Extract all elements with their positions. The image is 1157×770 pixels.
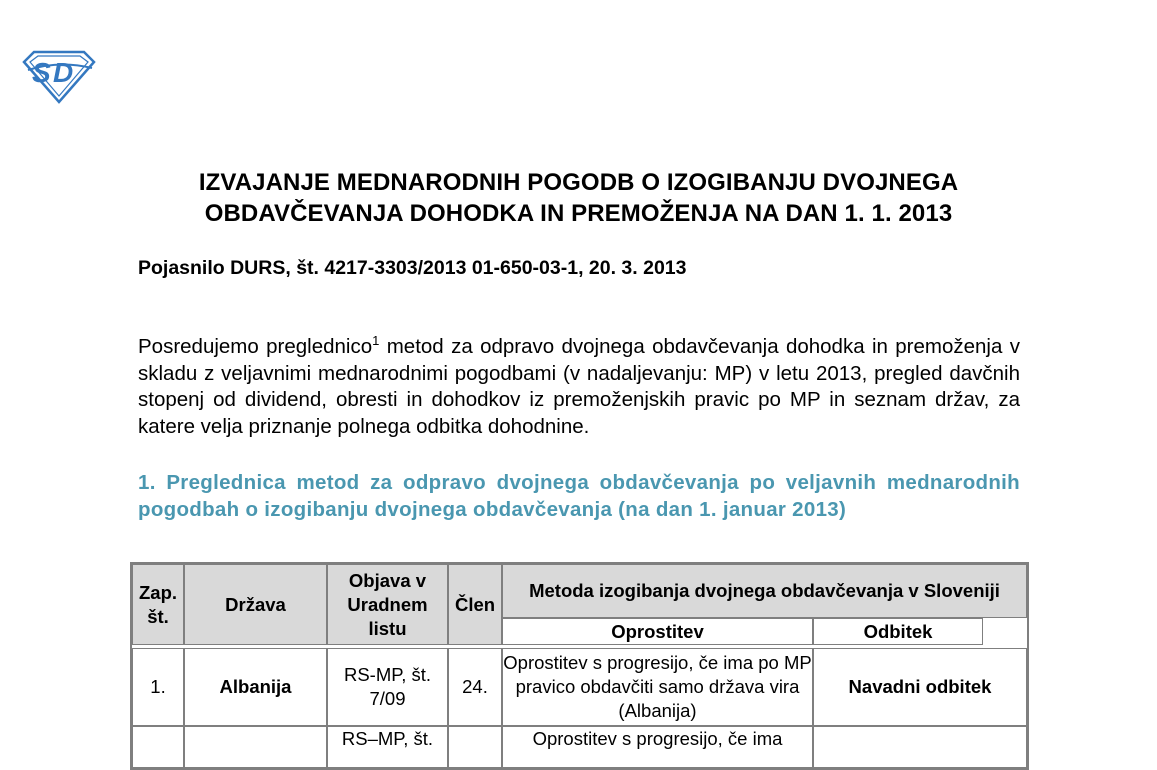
table-row <box>132 726 1027 768</box>
methods-table <box>130 562 1029 770</box>
title-line-1: IZVAJANJE MEDNARODNIH POGODB O IZOGIBANJU DVOJNEGA <box>198 169 959 196</box>
header-country: Država <box>184 564 327 645</box>
header-deduction: Odbitek <box>813 618 983 645</box>
footnote-marker[interactable]: 1 <box>372 333 380 349</box>
section-heading: 1. Preglednica metod za odpravo dvojnega obdavčevanja po veljavnih mednarodnih pogodbah o izogibanju dvojnega obdavčevanja (na dan 1. januar 2013) <box>138 471 1020 521</box>
header-article: Člen <box>448 564 502 645</box>
cell-article <box>448 726 502 768</box>
header-method: Metoda izogibanja dvojnega obdavčevanja v Sloveniji <box>502 564 1027 618</box>
cell-published: RS-MP, št. 7/09 <box>327 648 448 726</box>
intro-text-rest: metod za odpravo dvojnega obdavčevanja dohodka in premoženja v skladu z veljavnimi mednarodnimi pogodbami (v nadaljevanju: MP) v letu 2013, pregled davčnih stopenj od dividend, obresti in dohodkov iz premoženjskih pravic po MP in seznam držav, za katere velja priznanje polnega odbitka dohodnine. <box>138 335 1020 438</box>
svg-text:D: D <box>53 57 74 88</box>
cell-exemption: Oprostitev s progresijo, če ima po MP pravico obdavčiti samo država vira (Albanija) <box>502 648 813 726</box>
cell-deduction: Navadni odbitek <box>813 648 1027 726</box>
intro-paragraph <box>138 334 1020 440</box>
document-subtitle: Pojasnilo DURS, št. 4217-3303/2013 01-650-03-1, 20. 3. 2013 <box>138 257 687 279</box>
table-header-row <box>132 564 1027 618</box>
header-spacer <box>983 618 1027 645</box>
cell-article: 24. <box>448 648 502 726</box>
svg-text:S: S <box>32 57 51 88</box>
sd-logo-icon <box>22 48 96 104</box>
cell-exemption: Oprostitev s progresijo, če ima <box>502 726 813 768</box>
cell-published: RS–MP, št. <box>327 726 448 768</box>
document-title <box>130 167 1027 229</box>
cell-country <box>184 726 327 768</box>
header-no: Zap. št. <box>132 564 184 645</box>
cell-no <box>132 726 184 768</box>
cell-no: 1. <box>132 648 184 726</box>
header-published: Objava v Uradnem listu <box>327 564 448 645</box>
intro-text-start: Posredujemo preglednico <box>138 335 373 358</box>
table-row <box>132 648 1027 726</box>
header-exemption: Oprostitev <box>502 618 813 645</box>
title-line-2: OBDAVČEVANJA DOHODKA IN PREMOŽENJA NA DAN 1. 1. 2013 <box>204 200 953 227</box>
cell-deduction <box>813 726 1027 768</box>
cell-country: Albanija <box>184 648 327 726</box>
